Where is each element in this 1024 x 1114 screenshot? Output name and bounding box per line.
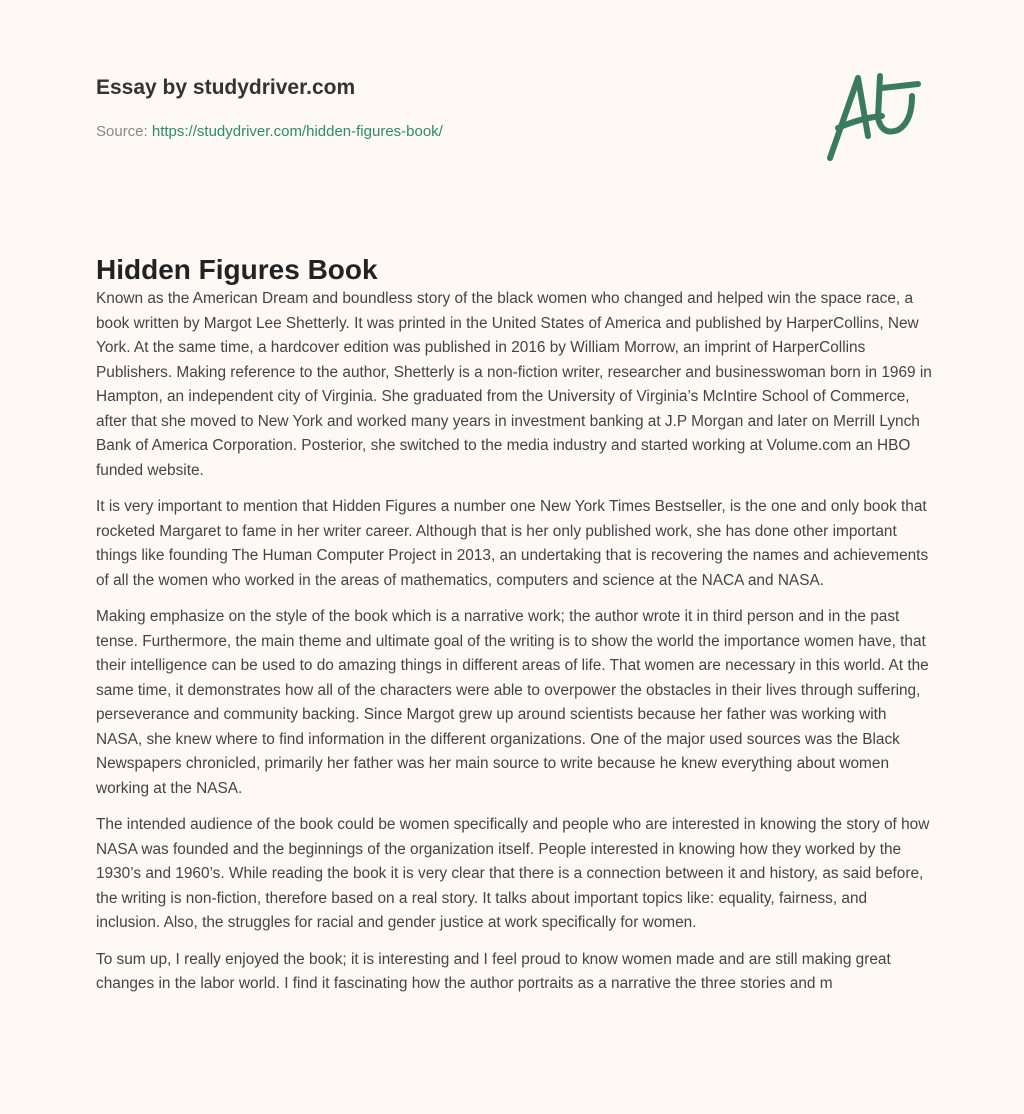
paragraph: The intended audience of the book could be women specifically and people who are interested in knowing the story of how NASA was founded and the beginnings of the organization itself. People interested in knowing how they worked by the 1930’s and 1960’s. While reading the book it is very clear that there is a connection between it and history, as said before, the writing is non-fiction, therefore based on a real story. It talks about important topics like: equality, fairness, and inclusion. Also, the struggles for racial and gender justice at work specifically for women. [96,816,930,931]
paragraph: Known as the American Dream and boundless story of the black women who changed and helped win the space race, a book written by Margot Lee Shetterly. It was printed in the United States of America and published by HarperCollins, New York. At the same time, a hardcover edition was published in 2016 by William Morrow, an imprint of HarperCollins Publishers. Making reference to the author, Shetterly is a non-fiction writer, researcher and businesswoman born in 1969 in Hampton, an independent city of Virginia. She graduated from the University of Virginia’s McIntire School of Commerce, after that she moved to New York and worked many years in investment banking at J.P Morgan and later on Merrill Lynch Bank of America Corporation. Posterior, she switched to the media industry and started working at Volume.com an HBO funded website. [96,290,932,479]
source-label: Source: [96,123,148,140]
site-brand: Essay by studydriver.com [96,76,356,99]
article-title: Hidden Figures Book [96,254,378,285]
paragraph: It is very important to mention that Hidden Figures a number one New York Times Bestseller, is the one and only book that rocketed Margaret to fame in her writer career. Although that is her only published work, she has done other important things like founding The Human Computer Project in 2013, an undertaking that is recovering the names and achievements of all the women who worked in the areas of mathematics, computers and science at the NACA and NASA. [96,498,929,589]
paragraph: To sum up, I really enjoyed the book; it is interesting and I feel proud to know women made and are still making great changes in the labor world. I find it fascinating how the author portraits as a narrative the three stories and m [96,950,891,992]
a-plus-logo-icon [820,66,930,166]
source-line [96,123,443,140]
article-body [96,287,932,1009]
source-link[interactable]: https://studydriver.com/hidden-figures-book/ [151,123,443,140]
paragraph: Making emphasize on the style of the book which is a narrative work; the author wrote it in third person and in the past tense. Furthermore, the main theme and ultimate goal of the writing is to show the world the importance women have, that their intelligence can be used to do amazing things in different areas of life. That women are necessary in this world. At the same time, it demonstrates how all of the characters were able to overpower the obstacles in their lives through suffering, perseverance and community backing. Since Margot grew up around scientists because her father was working with NASA, she knew where to find information in the different organizations. One of the major used sources was the Black Newspapers chronicled, primarily her father was her main source to write because he knew everything about women working at the NASA. [96,608,929,797]
